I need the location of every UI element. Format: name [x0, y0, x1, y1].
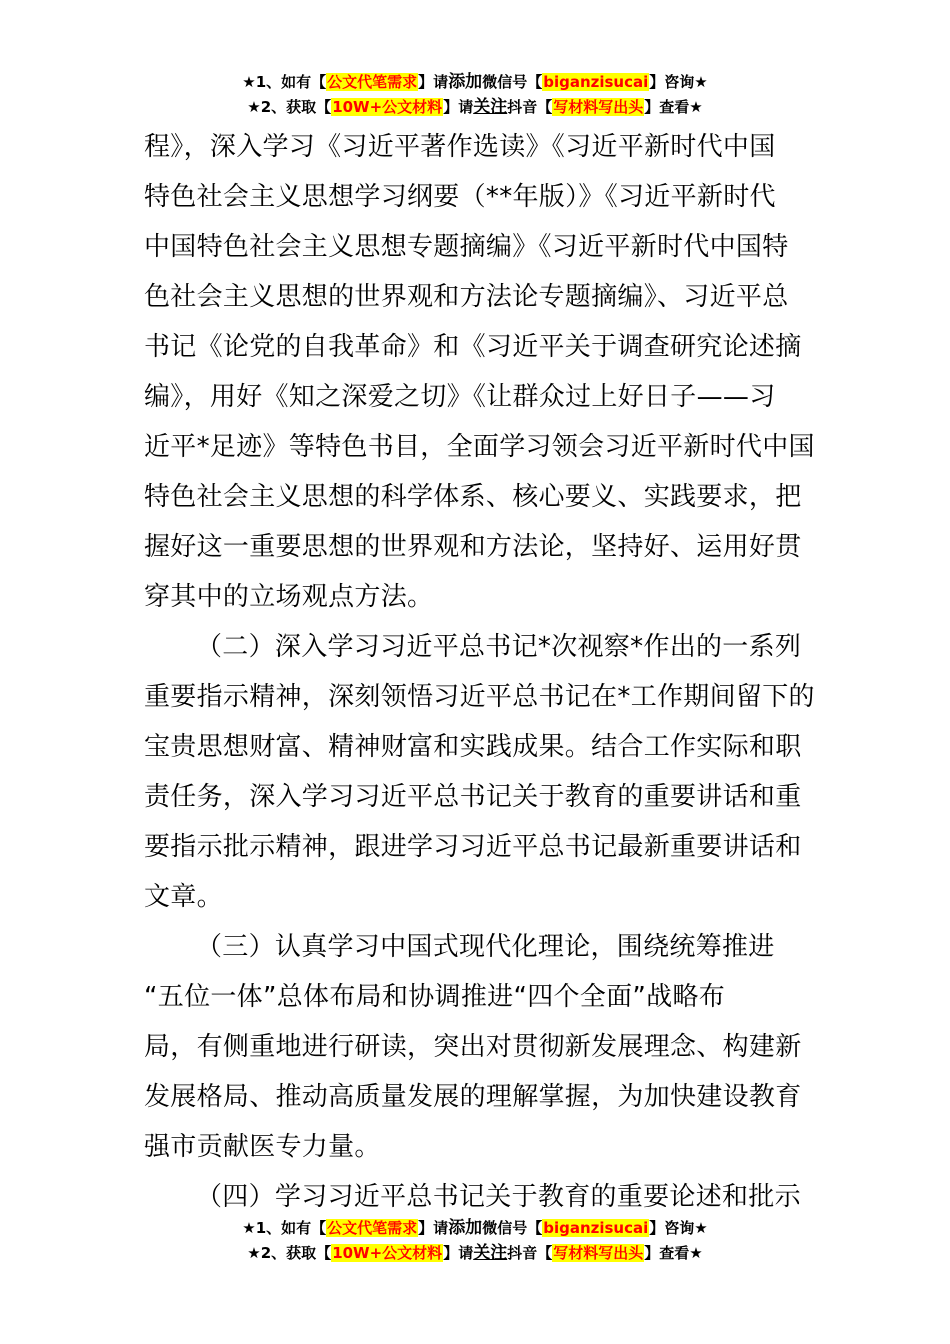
- text-line: 握好这一重要思想的世界观和方法论，坚持好、运用好贯: [144, 532, 802, 562]
- banner-line-1: [0, 70, 950, 95]
- banner-emphasis-add: 添加: [448, 72, 483, 92]
- banner-emphasis-add: 添加: [448, 1218, 483, 1238]
- paragraph-3: [144, 922, 806, 1172]
- banner-emphasis-follow: 关注: [473, 1243, 508, 1263]
- banner-line-1-suffix: 】咨询★: [649, 1219, 708, 1237]
- banner-highlight-service: 公文代笔需求: [327, 73, 418, 91]
- text-line: 穿其中的立场观点方法。: [144, 582, 434, 612]
- banner-line-2-prefix: ★2、获取【: [247, 98, 332, 116]
- banner-line-2: [0, 1241, 950, 1266]
- banner-line-1-text: 】请: [418, 1219, 449, 1237]
- banner-line-1-suffix: 】咨询★: [649, 73, 708, 91]
- text-line: 局，有侧重地进行研读，突出对贯彻新发展理念、构建新: [144, 1032, 802, 1062]
- text-line: （二）深入学习习近平总书记*次视察*作出的一系列: [196, 632, 802, 662]
- document-body: [144, 122, 815, 1222]
- text-line: 特色社会主义思想的科学体系、核心要义、实践要求，把: [144, 482, 802, 512]
- text-line: 色社会主义思想的世界观和方法论专题摘编》、习近平总: [144, 282, 789, 312]
- text-line: 重要指示精神，深刻领悟习近平总书记在*工作期间留下的: [144, 682, 815, 712]
- header-banner: [0, 70, 950, 120]
- banner-highlight-materials: 10W+公文材料: [332, 1244, 443, 1262]
- text-line: 编》，用好《知之深爱之切》《让群众过上好日子——习: [144, 382, 776, 412]
- footer-banner: [0, 1216, 950, 1266]
- banner-line-1-prefix: ★1、如有【: [242, 1219, 327, 1237]
- text-line: 书记《论党的自我革命》和《习近平关于调查研究论述摘: [144, 332, 802, 362]
- banner-line-2-text-2: 抖音【: [507, 1244, 553, 1262]
- paragraph-1: [144, 122, 815, 622]
- banner-line-2-prefix: ★2、获取【: [247, 1244, 332, 1262]
- banner-line-2: [0, 95, 950, 120]
- banner-highlight-wechat-id: biganzisucai: [543, 73, 649, 91]
- paragraph-2: [144, 622, 815, 922]
- banner-line-2-text-2: 抖音【: [507, 98, 553, 116]
- banner-line-2-text: 】请: [443, 1244, 474, 1262]
- banner-line-1: [0, 1216, 950, 1241]
- banner-highlight-service: 公文代笔需求: [327, 1219, 418, 1237]
- text-line: 近平*足迹》等特色书目，全面学习领会习近平新时代中国: [144, 432, 815, 462]
- banner-highlight-materials: 10W+公文材料: [332, 98, 443, 116]
- text-line: 特色社会主义思想学习纲要（**年版）》《习近平新时代: [144, 182, 776, 212]
- text-line: （四）学习习近平总书记关于教育的重要论述和批示: [196, 1182, 801, 1212]
- banner-highlight-douyin-account: 写材料写出头: [553, 1244, 644, 1262]
- text-line: 宝贵思想财富、精神财富和实践成果。结合工作实际和职: [144, 732, 802, 762]
- paragraph-4: [144, 1172, 806, 1222]
- text-line: 责任务，深入学习习近平总书记关于教育的重要讲话和重: [144, 782, 802, 812]
- text-line: 中国特色社会主义思想专题摘编》《习近平新时代中国特: [144, 232, 789, 262]
- banner-line-1-text-2: 微信号【: [482, 1219, 543, 1237]
- banner-line-2-text: 】请: [443, 98, 474, 116]
- banner-emphasis-follow: 关注: [473, 97, 508, 117]
- banner-line-2-suffix: 】查看★: [644, 1244, 703, 1262]
- banner-line-1-prefix: ★1、如有【: [242, 73, 327, 91]
- text-line: 程》，深入学习《习近平著作选读》《习近平新时代中国: [144, 132, 776, 162]
- text-line: 要指示批示精神，跟进学习习近平总书记最新重要讲话和: [144, 832, 802, 862]
- banner-line-1-text: 】请: [418, 73, 449, 91]
- banner-highlight-douyin-account: 写材料写出头: [553, 98, 644, 116]
- text-line: “五位一体”总体布局和协调推进“四个全面”战略布: [144, 982, 726, 1012]
- banner-line-2-suffix: 】查看★: [644, 98, 703, 116]
- text-line: （三）认真学习中国式现代化理论，围绕统筹推进: [196, 932, 775, 962]
- text-line: 文章。: [144, 882, 223, 912]
- banner-highlight-wechat-id: biganzisucai: [543, 1219, 649, 1237]
- banner-line-1-text-2: 微信号【: [482, 73, 543, 91]
- text-line: 强市贡献医专力量。: [144, 1132, 381, 1162]
- text-line: 发展格局、推动高质量发展的理解掌握，为加快建设教育: [144, 1082, 802, 1112]
